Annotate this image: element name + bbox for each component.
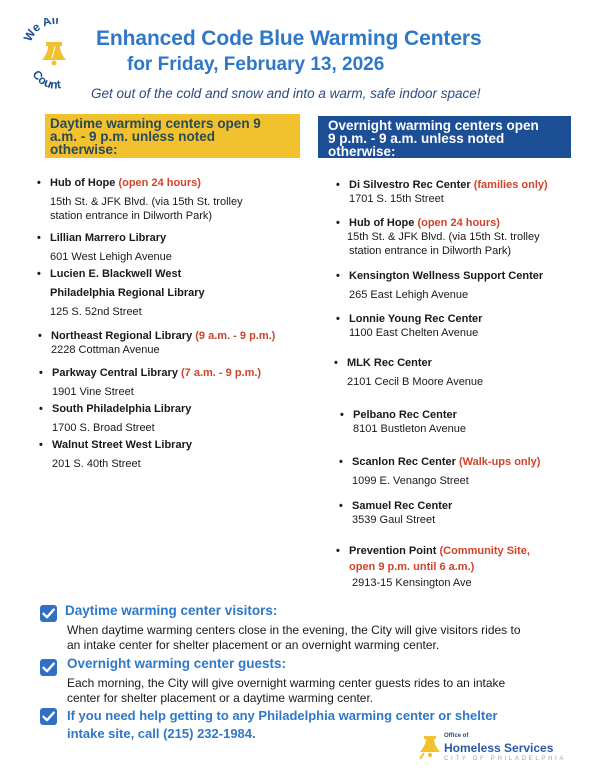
location-address: station entrance in Dilworth Park) [50, 210, 213, 222]
list-item [336, 216, 540, 258]
list-item [37, 267, 205, 319]
page-subtitle: Get out of the cold and snow and into a warm, safe indoor space! [91, 86, 481, 101]
note-body-line: When daytime warming centers close in the evening, the City will give visitors rides to [67, 623, 521, 637]
location-name: Lillian Marrero Library [50, 232, 167, 244]
location-note: (Community Site, [439, 545, 530, 557]
location-name: Lonnie Young Rec Center [349, 313, 483, 325]
location-address: station entrance in Dilworth Park) [349, 245, 512, 257]
bullet: • [340, 409, 344, 421]
location-name: Walnut Street West Library [52, 439, 192, 451]
note-heading-overnight: Overnight warming center guests: [67, 656, 287, 671]
page-title: Enhanced Code Blue Warming Centers [96, 27, 482, 50]
org-label-small: Office of [444, 733, 469, 739]
note-body-line: Each morning, the City will give overnight warming center guests rides to an intake [67, 676, 506, 690]
bullet: • [37, 232, 41, 244]
bullet: • [38, 330, 42, 342]
list-item [37, 231, 172, 264]
location-address: 3539 Gaul Street [352, 514, 436, 526]
org-name: Homeless Services [444, 741, 554, 755]
location-name: Kensington Wellness Support Center [349, 270, 544, 282]
location-address: 201 S. 40th Street [52, 458, 141, 470]
location-address: 1901 Vine Street [52, 386, 134, 398]
checkbox-icon [40, 605, 57, 622]
note-body-overnight [67, 676, 505, 706]
list-item [39, 402, 192, 435]
bullet: • [336, 545, 340, 557]
list-item [336, 269, 544, 302]
org-city: CITY OF PHILADELPHIA [444, 756, 567, 762]
location-address: 265 East Lehigh Avenue [349, 289, 469, 301]
note-heading-line: If you need help getting to any Philadelphia warming center or shelter [67, 708, 498, 723]
location-name: Hub of Hope [50, 177, 116, 189]
location-note: (families only) [473, 179, 548, 191]
bullet: • [339, 456, 343, 468]
location-address: 15th St. & JFK Blvd. (via 15th St. trolley [50, 196, 243, 208]
note-body-line: center for shelter placement or a daytime warming center. [67, 691, 374, 705]
list-item [38, 329, 276, 357]
note-body-line: an intake center for shelter placement or an overnight warming center. [67, 638, 440, 652]
overnight-header-line: 9 p.m. - 9 a.m. unless noted [328, 131, 505, 146]
overnight-header-line: otherwise: [328, 144, 396, 159]
location-note: (9 a.m. - 9 p.m.) [195, 330, 276, 342]
location-address: 125 S. 52nd Street [50, 306, 142, 318]
location-address: 2228 Cottman Avenue [51, 344, 160, 356]
list-item [39, 366, 262, 399]
location-address: 1100 East Chelten Avenue [349, 327, 479, 339]
bullet: • [39, 439, 43, 451]
location-name: Di Silvestro Rec Center [349, 179, 471, 191]
we-all-count-logo [22, 18, 86, 90]
daytime-header-line: a.m. - 9 p.m. unless noted [50, 129, 216, 144]
note-body-daytime [67, 623, 521, 653]
bullet: • [37, 177, 41, 189]
location-name: Samuel Rec Center [352, 500, 453, 512]
bullet: • [336, 217, 340, 229]
list-item [336, 178, 548, 206]
location-name: Lucien E. Blackwell West [50, 268, 182, 280]
list-item [339, 455, 541, 488]
bullet: • [39, 403, 43, 415]
location-name: South Philadelphia Library [52, 403, 192, 415]
location-note: (Walk-ups only) [458, 456, 541, 468]
list-item [39, 438, 192, 471]
checkbox-icon [40, 659, 57, 676]
bullet: • [39, 367, 43, 379]
note-heading-daytime: Daytime warming center visitors: [65, 603, 278, 618]
location-address: 1099 E. Venango Street [352, 475, 469, 487]
location-name: Scanlon Rec Center [352, 456, 456, 468]
location-address: 1700 S. Broad Street [52, 422, 155, 434]
daytime-header-line: otherwise: [50, 142, 118, 157]
overnight-header [318, 116, 571, 158]
location-note: (open 24 hours) [417, 217, 500, 229]
location-address: 2101 Cecil B Moore Avenue [347, 376, 484, 388]
location-address: 601 West Lehigh Avenue [50, 251, 172, 263]
location-address: 2913-15 Kensington Ave [352, 577, 472, 589]
svg-text:Count: Count [29, 67, 62, 90]
location-note: open 9 p.m. until 6 a.m.) [349, 561, 475, 573]
daytime-header-line: Daytime warming centers open 9 [50, 116, 261, 131]
location-address: 1701 S. 15th Street [349, 193, 444, 205]
location-note: (7 a.m. - 9 p.m.) [181, 367, 262, 379]
location-name: Hub of Hope [349, 217, 415, 229]
office-homeless-services-logo [418, 731, 568, 771]
location-name: Prevention Point [349, 545, 437, 557]
bullet: • [336, 313, 340, 325]
liberty-bell-icon [418, 733, 444, 763]
location-note: (open 24 hours) [118, 177, 201, 189]
location-name: Philadelphia Regional Library [50, 287, 205, 299]
list-item [336, 544, 530, 590]
list-item [336, 312, 483, 340]
list-item [334, 356, 484, 389]
bullet: • [336, 179, 340, 191]
list-item [340, 408, 466, 436]
svg-text:We All: We All [22, 18, 60, 44]
list-item [37, 176, 243, 223]
overnight-header-line: Overnight warming centers open [328, 118, 539, 133]
bullet: • [339, 500, 343, 512]
bullet: • [336, 270, 340, 282]
liberty-bell-icon [22, 18, 86, 90]
list-item [339, 499, 453, 527]
page-date: for Friday, February 13, 2026 [127, 54, 385, 75]
note-heading-line: intake site, call (215) 232-1984. [67, 726, 256, 741]
location-name: Parkway Central Library [52, 367, 178, 379]
location-address: 8101 Bustleton Avenue [353, 423, 466, 435]
bullet: • [37, 268, 41, 280]
location-name: Pelbano Rec Center [353, 409, 457, 421]
location-name: MLK Rec Center [347, 357, 432, 369]
bullet: • [334, 357, 338, 369]
location-name: Northeast Regional Library [51, 330, 193, 342]
daytime-header [45, 114, 300, 158]
checkbox-icon [40, 708, 57, 725]
location-address: 15th St. & JFK Blvd. (via 15th St. trolley [347, 231, 540, 243]
